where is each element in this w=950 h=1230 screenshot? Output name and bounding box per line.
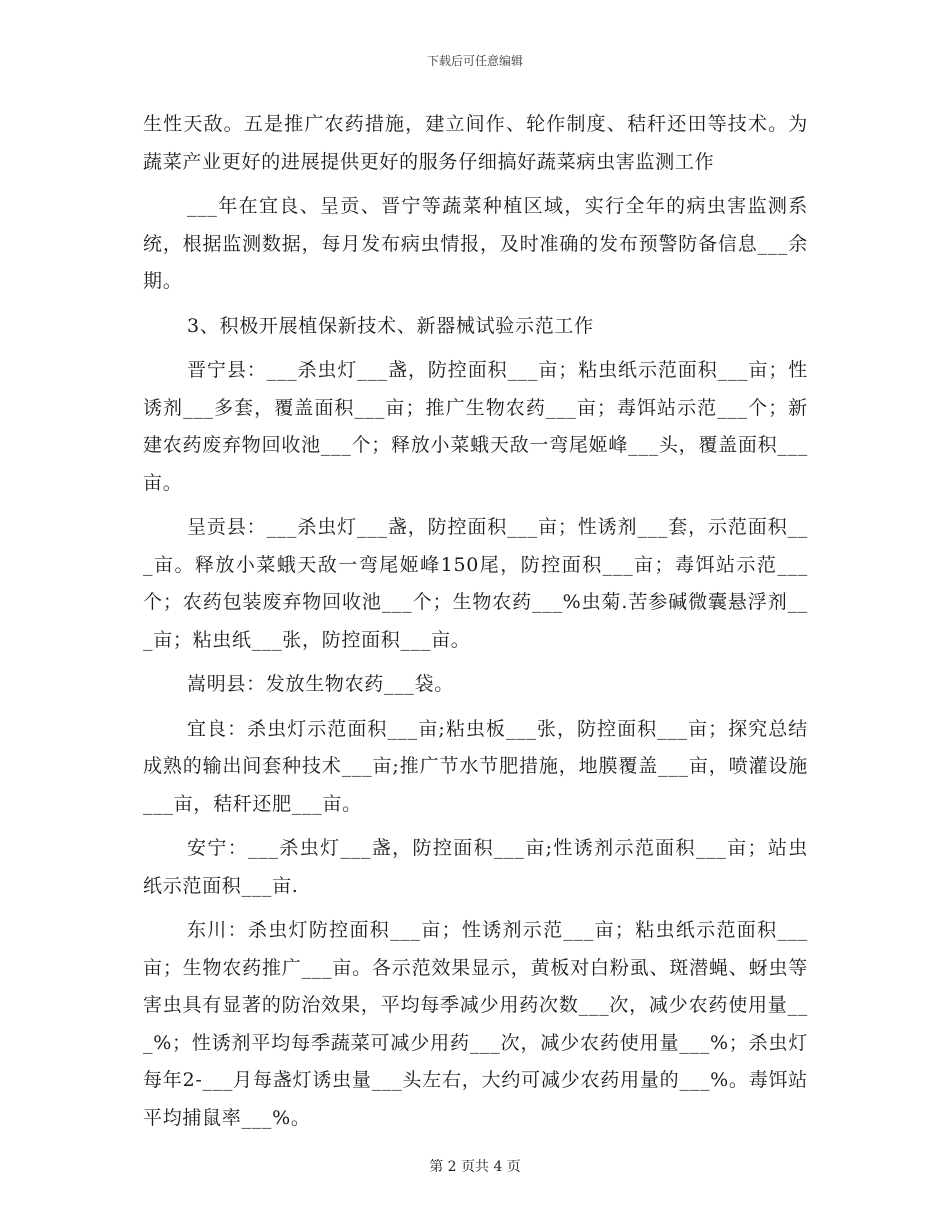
paragraph: 呈贡县：___杀虫灯___盏，防控面积___亩；性诱剂___套，示范面积___亩。释放小菜蛾天敌一弯尾姬峰150尾，防控面积___亩；毒饵站示范___个；农药包装废弃物回收池___个；生物农药___%虫菊.苦参碱微囊悬浮剂___亩；粘虫纸___张，防控面积___亩。 xyxy=(143,516,808,651)
document-body xyxy=(143,106,808,1144)
paragraph: 生性天敌。五是推广农药措施，建立间作、轮作制度、秸秆还田等技术。为蔬菜产业更好的进展提供更好的服务仔细搞好蔬菜病虫害监测工作 xyxy=(143,113,808,173)
section-heading: 3、积极开展植保新技术、新器械试验示范工作 xyxy=(187,314,594,337)
paragraph: 晋宁县：___杀虫灯___盏，防控面积___亩；粘虫纸示范面积___亩；性诱剂___多套，覆盖面积___亩；推广生物农药___亩；毒饵站示范___个；新建农药废弃物回收池___个；释放小菜蛾天敌一弯尾姬峰___头，覆盖面积___亩。 xyxy=(143,359,808,494)
page-header: 下载后可任意编辑 xyxy=(426,54,523,68)
paragraph: 嵩明县：发放生物农药___袋。 xyxy=(187,673,455,695)
paragraph: 宜良：杀虫灯示范面积___亩;粘虫板___张，防控面积___亩；探究总结成熟的输出间套种技术___亩;推广节水节肥措施，地膜覆盖___亩，喷灌设施___亩，秸秆还肥___亩。 xyxy=(143,717,808,815)
paragraph: ___年在宜良、呈贡、晋宁等蔬菜种植区域，实行全年的病虫害监测系统，根据监测数据，每月发布病虫情报，及时准确的发布预警防备信息___余期。 xyxy=(143,195,808,292)
paragraph: 东川：杀虫灯防控面积___亩；性诱剂示范___亩；粘虫纸示范面积___亩；生物农药推广___亩。各示范效果显示，黄板对白粉虱、斑潜蝇、蚜虫等害虫具有显著的防治效果，平均每季减少用药次数___次，减少农药使用量___%；性诱剂平均每季蔬菜可减少用药___次，减少农药使用量___%；杀虫灯每年2-___月每盏灯诱虫量___头左右，大约可减少农药用量的___%。毒饵站平均捕鼠率___%。 xyxy=(143,919,808,1129)
paragraph: 安宁：___杀虫灯___盏，防控面积___亩;性诱剂示范面积___亩；站虫纸示范面积___亩. xyxy=(143,837,808,897)
page-number-footer: 第 2 页共 4 页 xyxy=(429,1159,521,1175)
